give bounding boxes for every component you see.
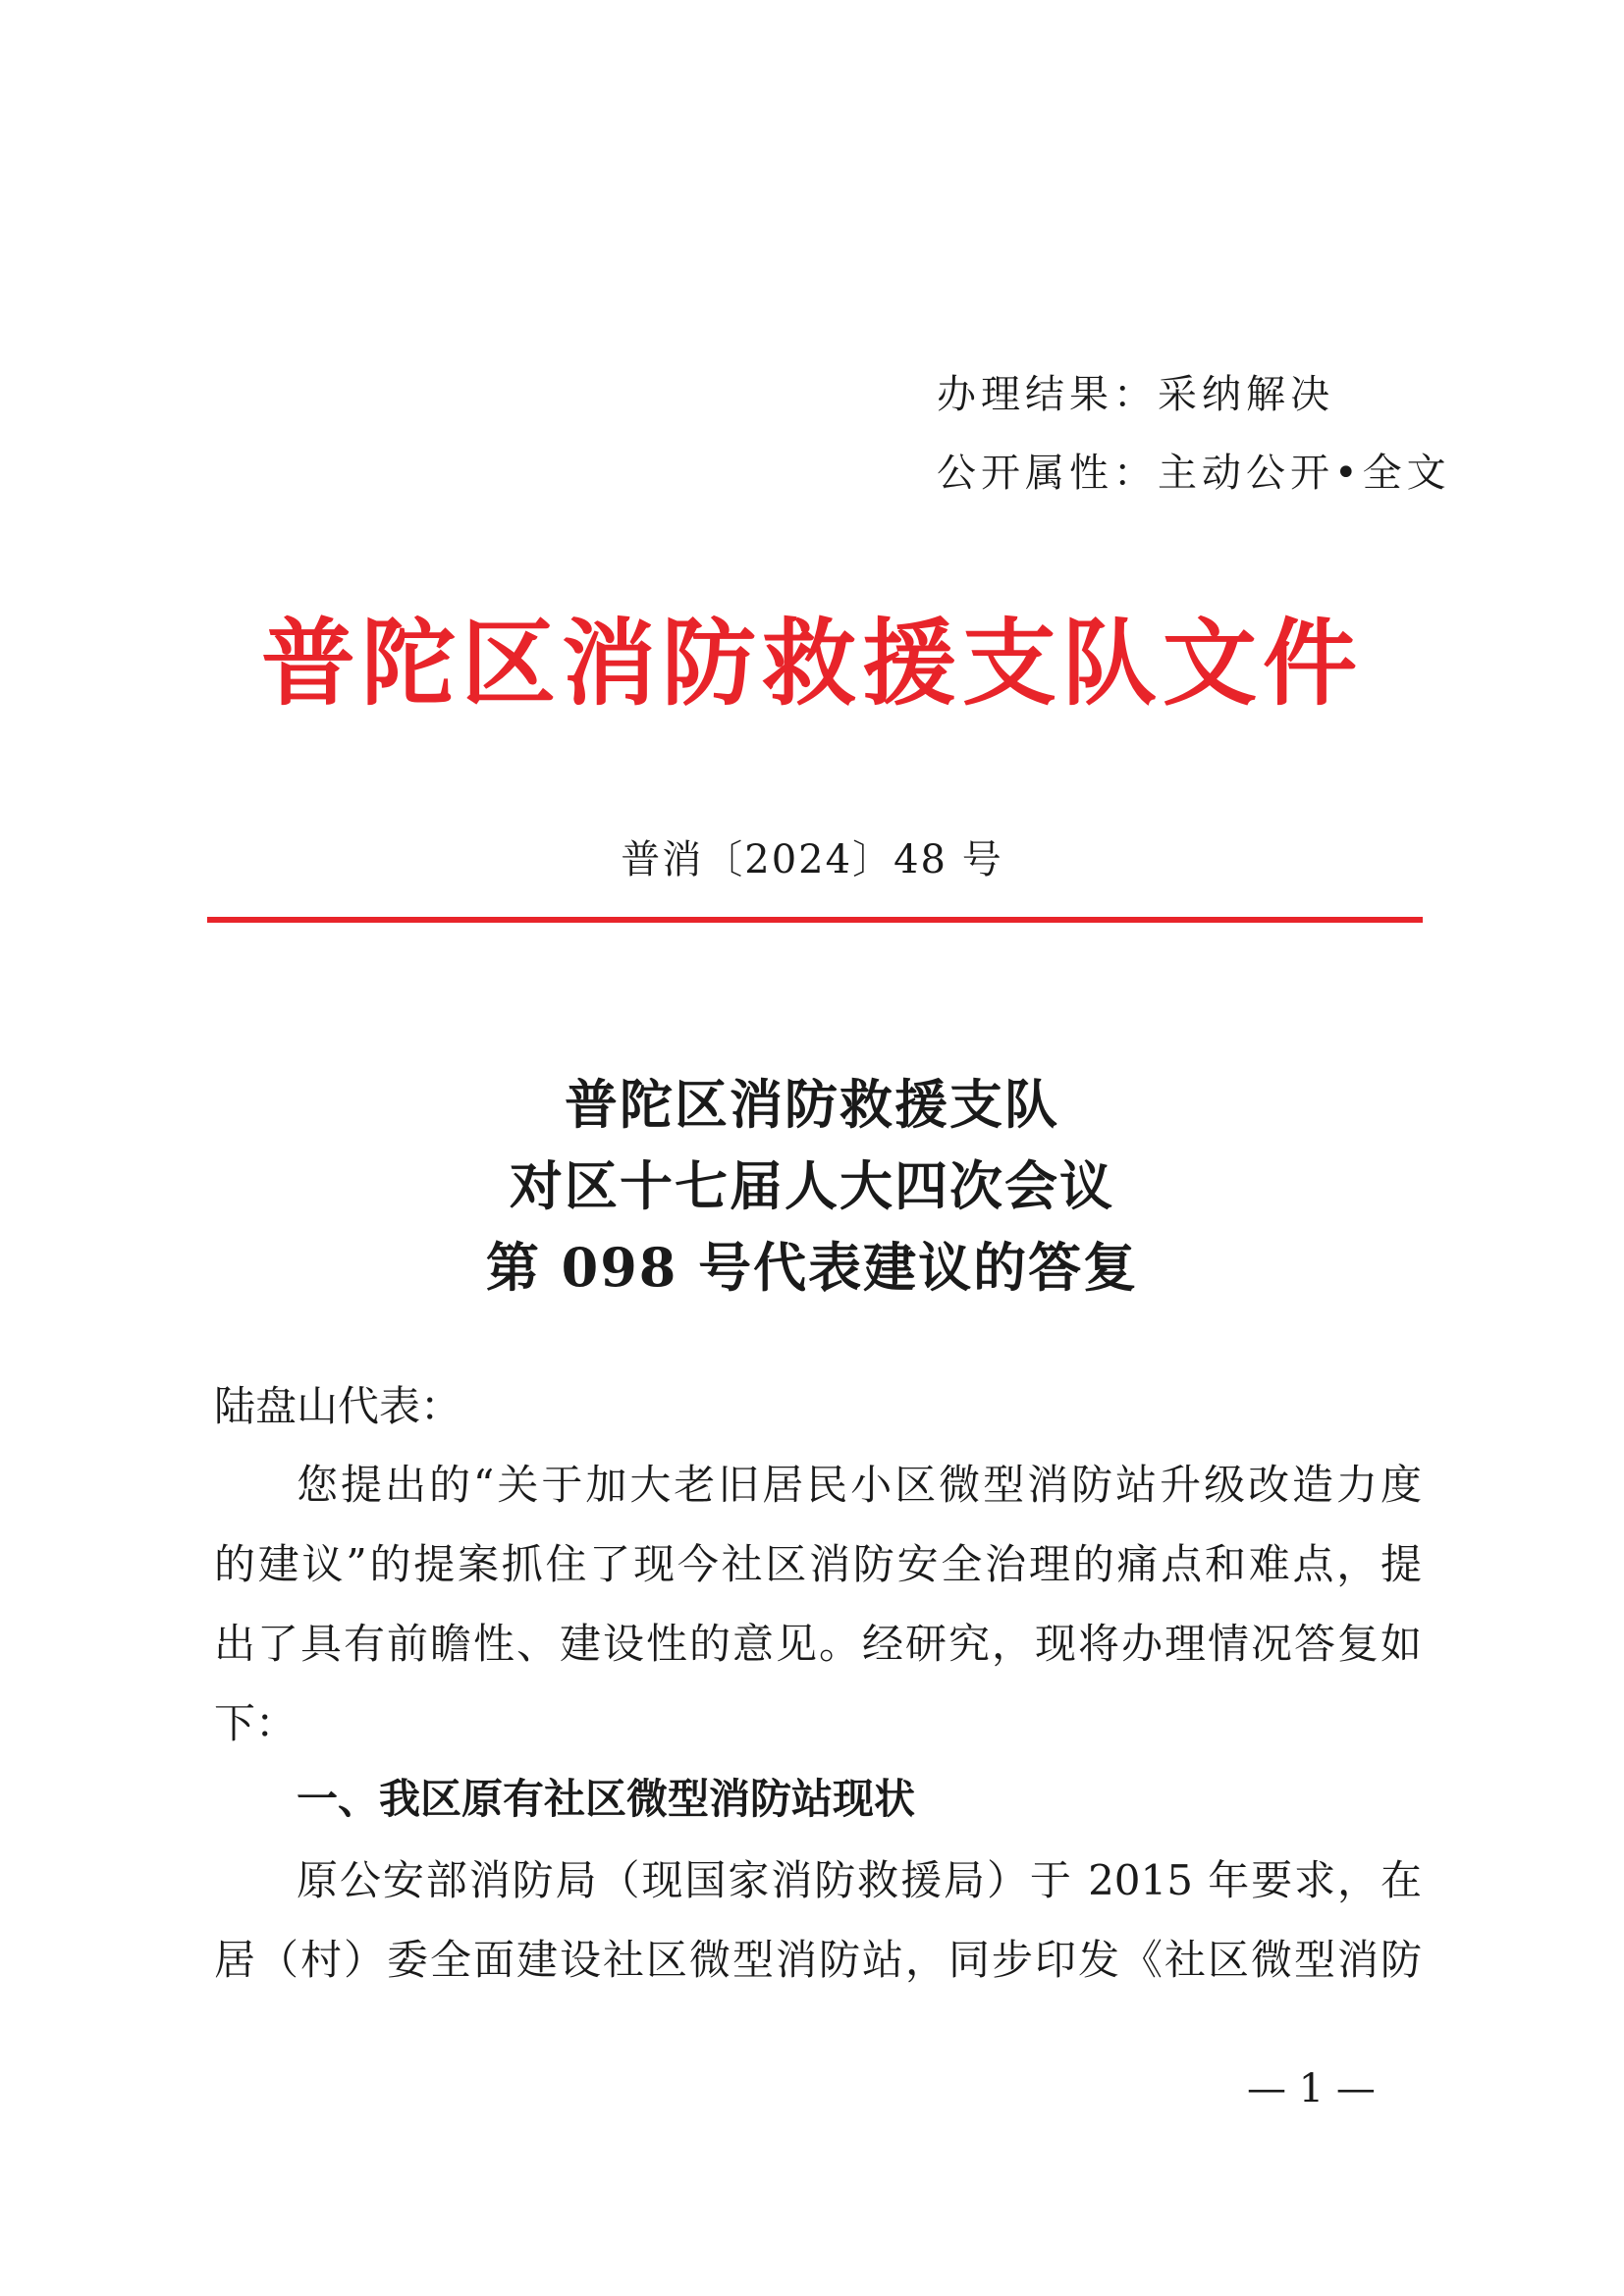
paragraph-line: 居（村）委全面建设社区微型消防站，同步印发《社区微型消防	[214, 1936, 1422, 1984]
document-number: 普消〔2024〕48 号	[621, 837, 1003, 882]
salutation: 陆盘山代表：	[214, 1382, 462, 1430]
section-heading: 一、我区原有社区微型消防站现状	[297, 1775, 916, 1823]
title-line-3: 第 098 号代表建议的答复	[485, 1236, 1139, 1299]
red-divider	[207, 917, 1423, 923]
handling-result: 办理结果：采纳解决	[937, 372, 1334, 417]
paragraph-line: 原公安部消防局（现国家消防救援局）于 2015 年要求，在	[297, 1856, 1422, 1904]
paragraph-line: 的建议”的提案抓住了现今社区消防安全治理的痛点和难点，提	[214, 1540, 1422, 1588]
document-header: 普陀区消防救援支队文件	[261, 608, 1363, 719]
paragraph-line: 下：	[214, 1699, 298, 1747]
paragraph-line: 您提出的“关于加大老旧居民小区微型消防站升级改造力度	[297, 1461, 1422, 1509]
title-line-1: 普陀区消防救援支队	[565, 1073, 1059, 1136]
title-line-2: 对区十七届人大四次会议	[510, 1154, 1114, 1217]
paragraph-line: 出了具有前瞻性、建设性的意见。经研究，现将办理情况答复如	[214, 1620, 1422, 1668]
page-number: — 1 —	[1247, 2066, 1376, 2111]
disclosure-attribute: 公开属性：主动公开•全文	[937, 451, 1451, 496]
